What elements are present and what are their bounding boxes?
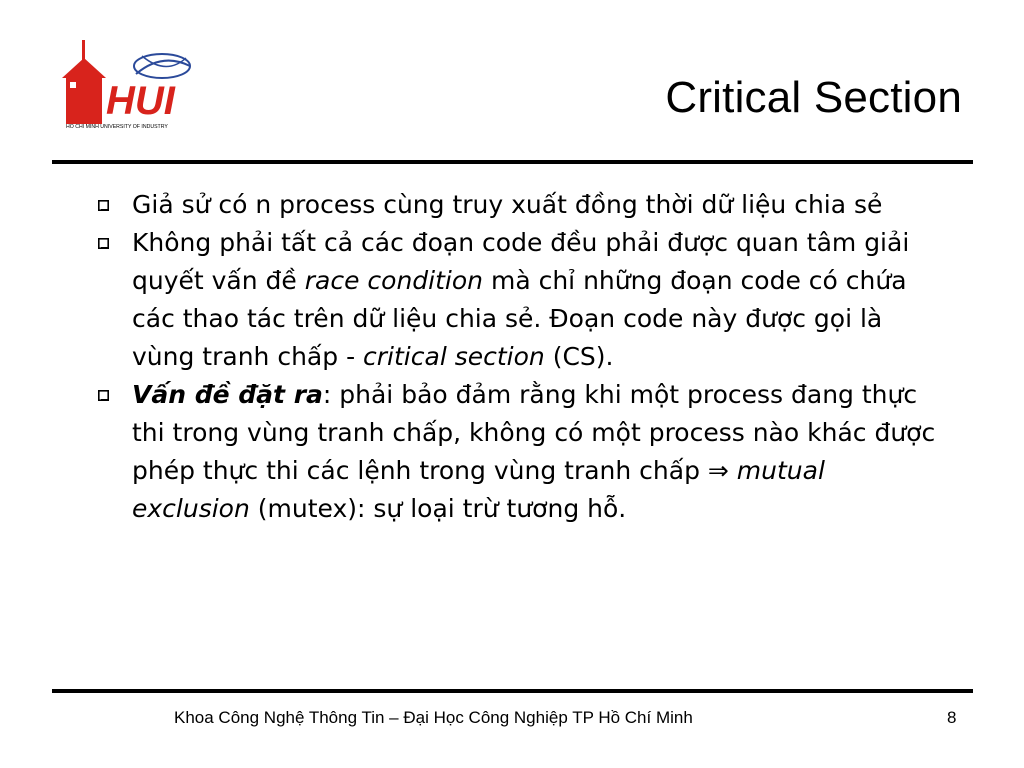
- hollow-square-bullet-icon: [98, 200, 109, 211]
- bullet-item: [98, 186, 948, 224]
- top-divider: [52, 160, 973, 164]
- slide-title: Critical Section: [665, 73, 962, 122]
- implies-arrow-icon: ⇒: [707, 456, 729, 485]
- bullet-text: Không phải tất cả các đoạn code đều phải được quan tâm giải quyết vấn đề: [132, 228, 910, 295]
- bullet-text: (mutex): sự loại trừ tương hỗ.: [249, 494, 627, 523]
- bottom-divider: [52, 689, 973, 693]
- page-number: 8: [947, 708, 957, 727]
- italic-term: race condition: [304, 266, 484, 295]
- bullet-item: [98, 224, 948, 376]
- footer-text: Khoa Công Nghệ Thông Tin – Đại Học Công Nghiệp TP Hồ Chí Minh: [174, 708, 693, 727]
- logo-letters: HUI: [106, 79, 175, 123]
- bullet-list: [98, 186, 948, 528]
- italic-term: mutual exclusion: [132, 456, 825, 523]
- bullet-text: : phải bảo đảm rằng khi một process đang thực thi trong vùng tranh chấp, không có một process nào khác được phép thực thi các lệnh trong vùng tranh chấp: [132, 380, 936, 485]
- university-logo: [58, 36, 196, 130]
- bold-italic-term: Vấn đề đặt ra: [132, 380, 323, 409]
- logo-tagline: HO CHI MINH UNIVERSITY OF INDUSTRY: [66, 124, 168, 130]
- hollow-square-bullet-icon: [98, 390, 109, 401]
- bullet-item: [98, 376, 948, 528]
- hollow-square-bullet-icon: [98, 238, 109, 249]
- bullet-text: (CS).: [544, 342, 614, 371]
- bullet-text: Giả sử có n process cùng truy xuất đồng thời dữ liệu chia sẻ: [132, 190, 883, 219]
- bullet-text: mà chỉ những đoạn code có chứa các thao tác trên dữ liệu chia sẻ. Đoạn code này được gọi là vùng tranh chấp -: [132, 266, 907, 371]
- italic-term: critical section: [363, 342, 545, 371]
- footer: [0, 708, 1024, 732]
